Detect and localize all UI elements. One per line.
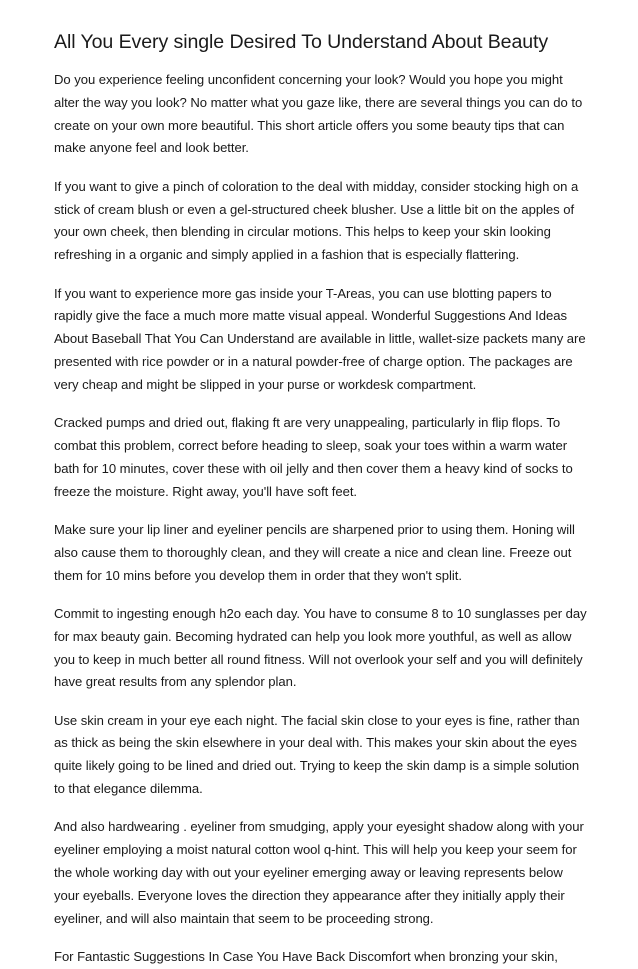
text-line: And also hardwearing . eyeliner from smudging, apply your eyesight shadow along with your <box>54 819 584 835</box>
text-line: Use skin cream in your eye each night. The facial skin close to your eyes is fine, rather than <box>54 712 580 728</box>
paragraph <box>54 176 598 267</box>
text-line: presented with rice powder or in a natural powder-free of charge option. The packages are <box>54 353 573 369</box>
text-line: eyeliner employing a moist natural cotton wool q-hint. This will help you keep your seem for <box>54 842 577 858</box>
page-title: All You Every single Desired To Understand About Beauty <box>54 31 549 53</box>
paragraph <box>54 69 598 160</box>
text-line: have great results from any splendor plan. <box>54 674 297 690</box>
text-line: very cheap and might be slipped in your purse or workdesk compartment. <box>54 376 477 392</box>
paragraph <box>54 710 598 801</box>
text-line: Cracked pumps and dried out, flaking ft are very unappealing, particularly in flip flops. To <box>54 415 561 431</box>
text-line: you to keep in much better all round fitness. Will not overlook your self and you will definitely <box>54 651 583 667</box>
text-line: freeze the moisture. Right away, you'll have soft feet. <box>54 483 357 499</box>
text-line: create on your own more beautiful. This short article offers you some beauty tips that can <box>54 117 565 133</box>
text-line: your own cheek, then blending in circular motions. This helps to keep your skin looking <box>54 224 551 240</box>
text-line: alter the way you look? No matter what you gaze like, there are several things you can do to <box>54 94 583 110</box>
text-line: make anyone feel and look better. <box>54 140 249 156</box>
text-line: About Baseball That You Can Understand are available in little, wallet-size packets many are <box>54 331 586 347</box>
text-line: to that elegance dilemma. <box>54 781 203 797</box>
text-line: Do you experience feeling unconfident concerning your look? Would you hope you might <box>54 72 563 87</box>
text-line: combat this problem, correct before heading to sleep, soak your toes within a warm water <box>54 437 568 453</box>
text-line: your eyeballs. Everyone loves the direction they appearance after they initially apply their <box>54 887 565 903</box>
text-line: For Fantastic Suggestions In Case You Have Back Discomfort when bronzing your skin, <box>54 949 558 965</box>
text-line: If you want to experience more gas inside your T-Areas, you can use blotting papers to <box>54 285 552 301</box>
text-line: stick of cream blush or even a gel-structured cheek blusher. Use a little bit on the apples of <box>54 201 575 217</box>
paragraph <box>54 283 598 397</box>
text-line: Commit to ingesting enough h2o each day. You have to consume 8 to 10 sunglasses per day <box>54 605 587 621</box>
text-line: them for 10 mins before you develop them in order that they won't split. <box>54 567 462 583</box>
paragraph <box>54 946 598 969</box>
text-line: eyeliner, and will also maintain that seem to be proceeding strong. <box>54 910 434 926</box>
text-line: rapidly give the face a much more matte visual appeal. Wonderful Suggestions And Ideas <box>54 308 567 324</box>
text-line: If you want to give a pinch of coloration to the deal with midday, consider stocking high on a <box>54 178 579 194</box>
text-line: for max beauty gain. Becoming hydrated can help you look more youthful, as well as allow <box>54 628 572 644</box>
text-line: bath for 10 minutes, cover these with oil jelly and then cover them a heavy kind of socks to <box>54 460 573 476</box>
paragraph <box>54 603 598 694</box>
paragraph <box>54 519 598 587</box>
text-line: quite likely going to be lined and dried out. Trying to keep the skin damp is a simple solution <box>54 758 580 774</box>
text-line: also cause them to thoroughly clean, and they will create a nice and clean line. Freeze out <box>54 544 572 560</box>
text-line: as thick as being the skin elsewhere in your deal with. This makes your skin about the eyes <box>54 735 577 751</box>
article-body <box>54 69 598 969</box>
text-line: Make sure your lip liner and eyeliner pencils are sharpened prior to using them. Honing will <box>54 521 575 537</box>
paragraph <box>54 816 598 930</box>
paragraph <box>54 412 598 503</box>
text-line: the whole working day with out your eyeliner emerging away or leaving represents below <box>54 865 563 881</box>
text-line: refreshing in a organic and simply applied in a fashion that is especially flattering. <box>54 247 520 263</box>
